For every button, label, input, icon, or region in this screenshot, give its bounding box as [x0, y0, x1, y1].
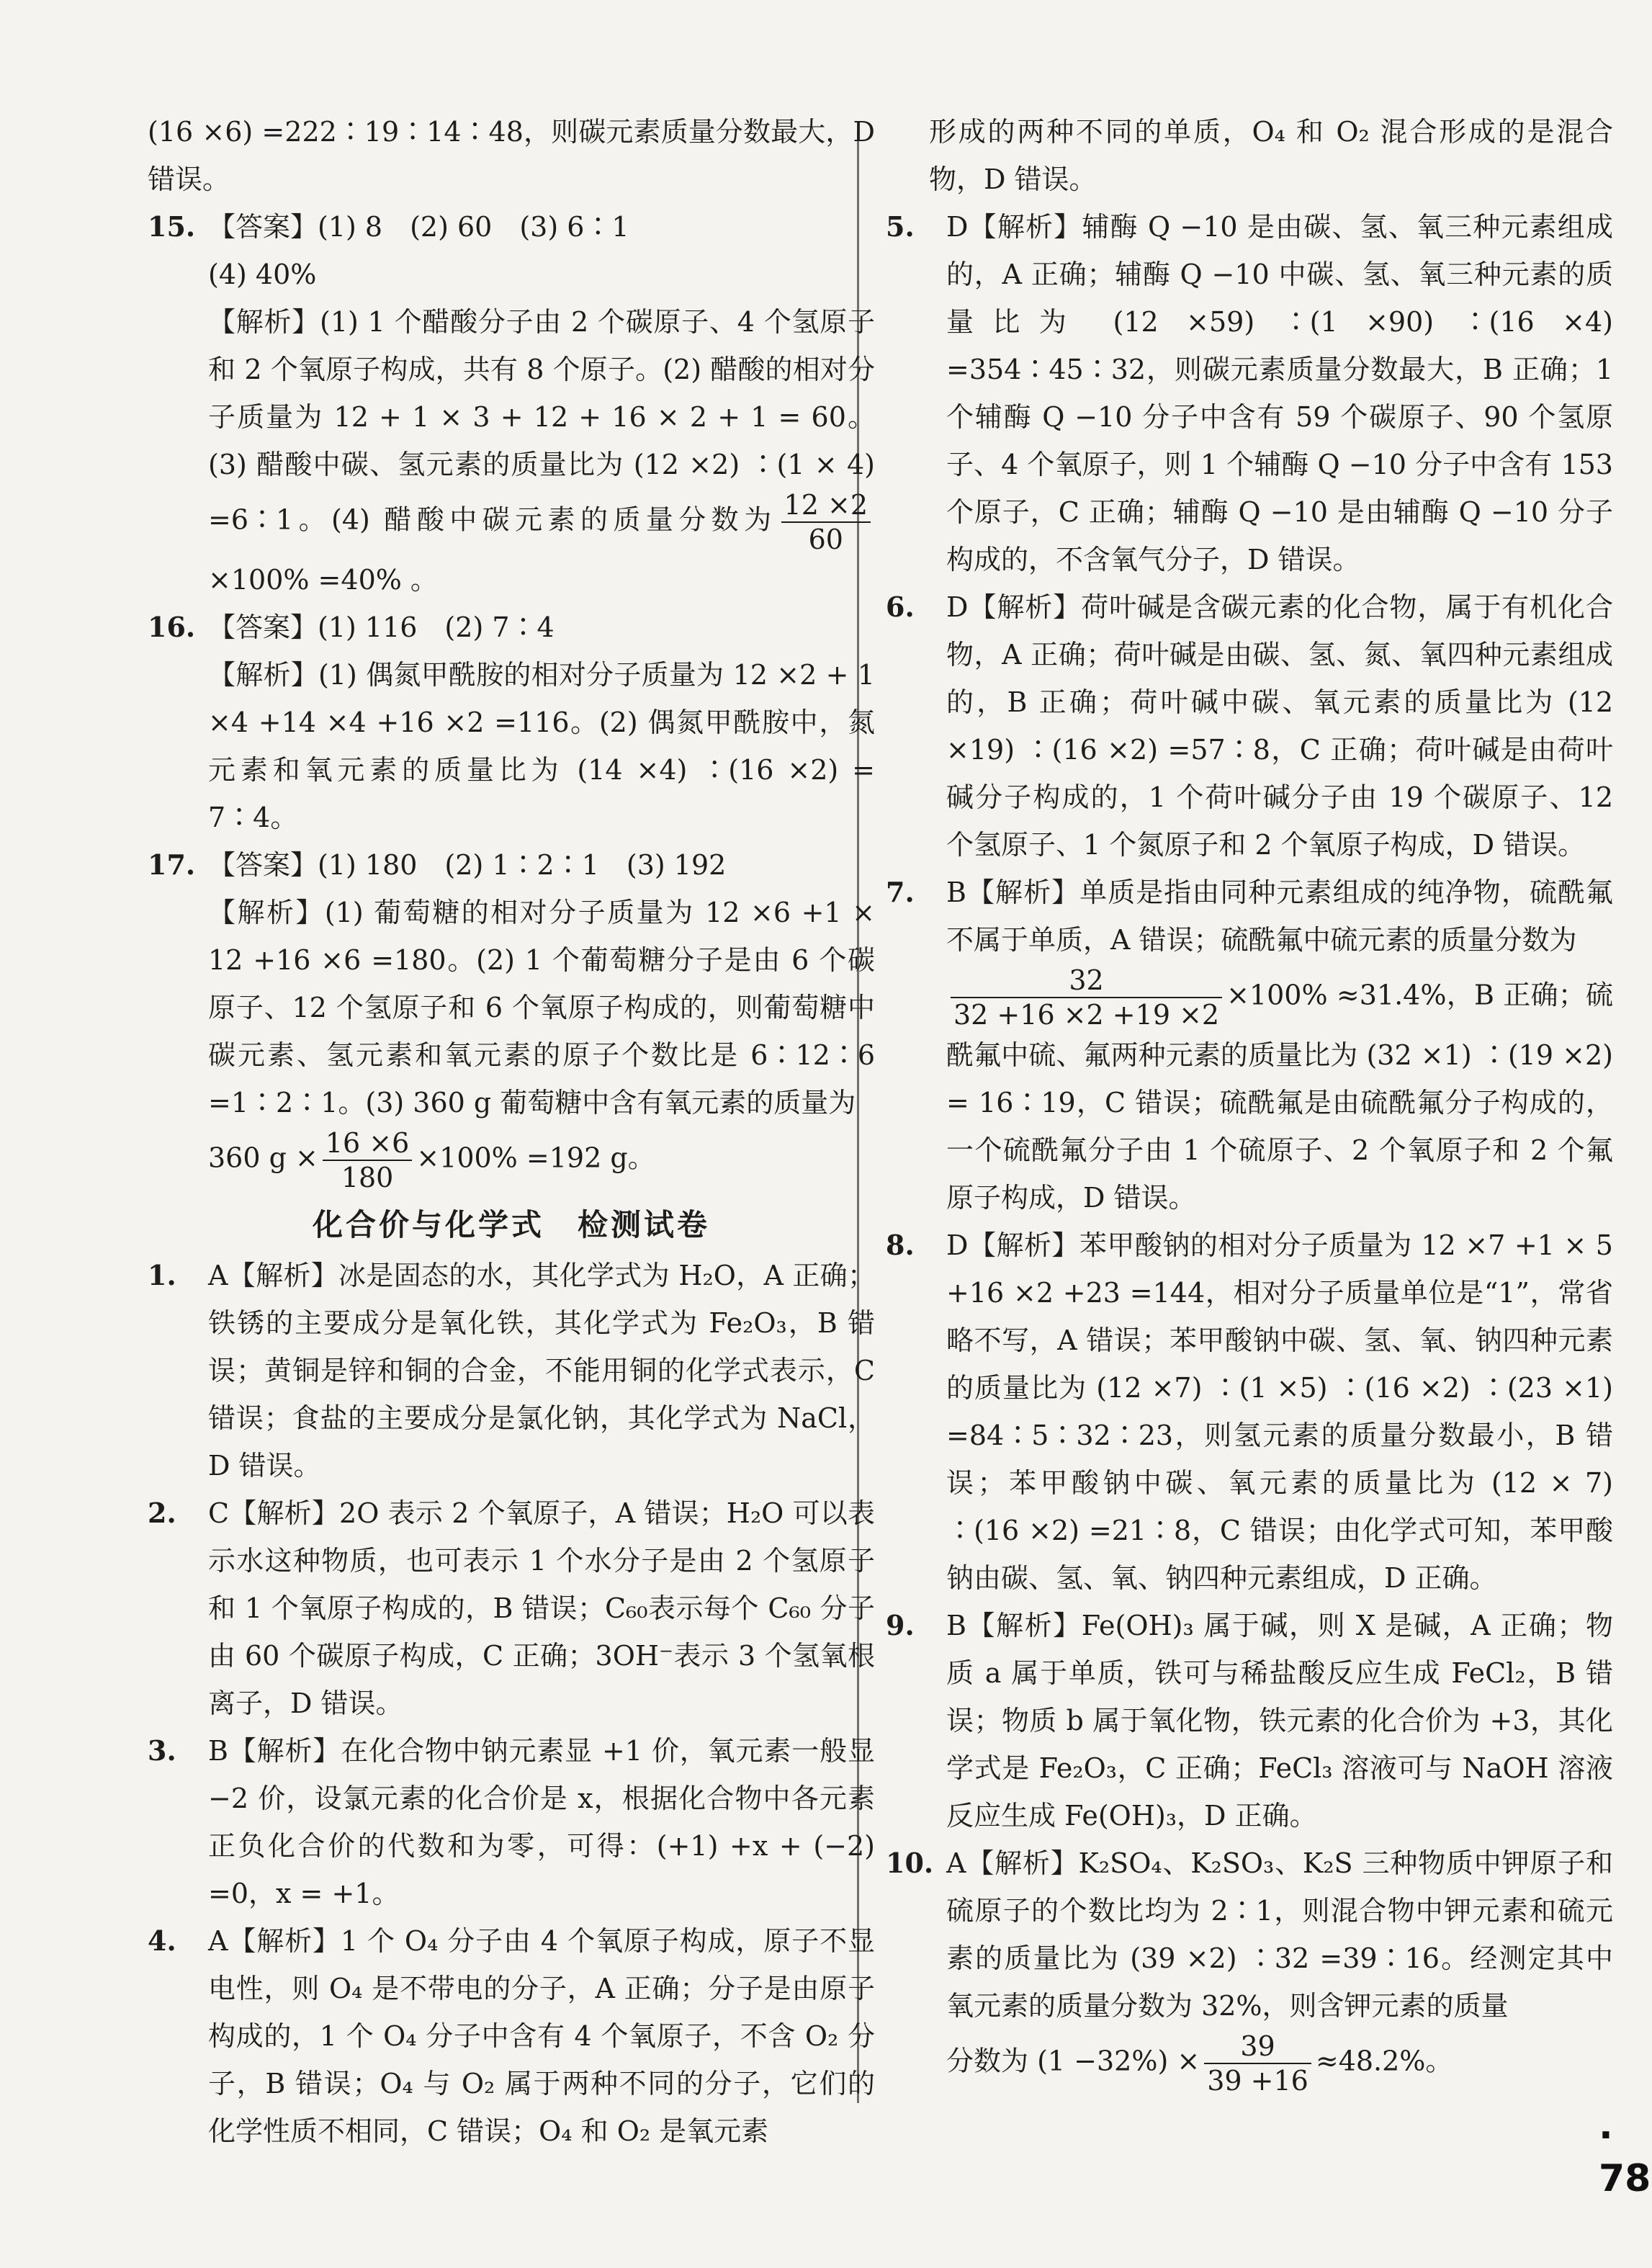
analysis: A【解析】1 个 O₄ 分子由 4 个氧原子构成，原子不显电性，则 O₄ 是不带电的分子，A 正确；分子是由原子构成的，1 个 O₄ 分子中含有 4 个氧原子，不含 O₂ 分子，B 错误；O₄ 与 O₂ 属于两种不同的分子，它们的化学性质不相同，C 错误；O₄ 和 O₂ 是氧元素 [208, 1925, 875, 2147]
question-2 [148, 1489, 875, 1727]
question-number: 17. [148, 848, 196, 881]
calc-pre: 360 g × [208, 1142, 318, 1174]
question-5 [886, 203, 1613, 583]
fraction [1204, 2030, 1311, 2097]
question-number: 3. [148, 1734, 176, 1767]
fraction [323, 1126, 412, 1194]
numerator: 12 ×2 [781, 488, 871, 523]
analysis: B【解析】在化合物中钠元素显 +1 价，氧元素一般显 −2 价，设氯元素的化合价是 x，根据化合物中各元素正负化合价的代数和为零，可得：(+1) +x + (−2) =0，x = +1。 [208, 1735, 875, 1909]
answer-line: 【答案】(1) 8 (2) 60 (3) 6∶1 [208, 211, 629, 243]
question-6 [886, 583, 1613, 869]
analysis: D【解析】荷叶碱是含碳元素的化合物，属于有机化合物，A 正确；荷叶碱是由碳、氢、氮、氧四种元素组成的，B 正确；荷叶碱中碳、氧元素的质量比为 (12 ×19) ∶(16 ×2) =57∶8，C 正确；荷叶碱是由荷叶碱分子构成的，1 个荷叶碱分子由 19 个碳原子、12 个氢原子、1 个氮原子和 2 个氧原子构成，D 错误。 [946, 591, 1613, 861]
analysis: 【解析】(1) 葡萄糖的相对分子质量为 12 ×6 +1 × 12 +16 ×6 =180。(2) 1 个葡萄糖分子是由 6 个碳原子、12 个氢原子和 6 个氧原子构成的，则葡萄糖中碳元素、氢元素和氧元素的原子个数比是 6∶12∶6 =1∶2∶1。(3) 360 g 葡萄糖中含有氧元素的质量为 [208, 897, 875, 1119]
question-7 [886, 869, 1613, 1222]
question-number: 1. [148, 1259, 176, 1291]
calc-post: ×100% =192 g。 [416, 1142, 655, 1174]
intro-text: (16 ×6) =222∶19∶14∶48，则碳元素质量分数最大，D 错误。 [148, 116, 875, 195]
fraction [951, 964, 1222, 1031]
question-15 [148, 203, 875, 604]
answer-line: 【答案】(1) 180 (2) 1∶2∶1 (3) 192 [208, 849, 727, 881]
question-3 [148, 1727, 875, 1917]
analysis-end: ×100% =40% 。 [208, 564, 438, 596]
analysis-end: ×100% ≈31.4%，B 正确；硫酰氟中硫、氟两种元素的质量比为 (32 ×1) ∶(19 ×2) = 16∶19，C 错误；硫酰氟是由硫酰氟分子构成的，一个硫酰氟分子由 1 个硫原子、2 个氧原子和 2 个氟原子构成，D 错误。 [946, 979, 1613, 1214]
denominator: 60 [808, 524, 843, 555]
question-number: 9. [886, 1609, 915, 1641]
fraction [781, 488, 871, 556]
question-number: 16. [148, 611, 196, 643]
analysis: D【解析】辅酶 Q −10 是由碳、氢、氧三种元素组成的，A 正确；辅酶 Q −10 中碳、氢、氧三种元素的质量比为 (12 ×59) ∶(1 ×90) ∶(16 ×4) =354∶45∶32，则碳元素质量分数最大，B 正确；1 个辅酶 Q −10 分子中含有 59 个碳原子、90 个氢原子、4 个氧原子，则 1 个辅酶 Q −10 分子中含有 153 个原子，C 正确；辅酶 Q −10 是由辅酶 Q −10 分子构成的，不含氧气分子，D 错误。 [946, 211, 1613, 575]
numerator: 39 [1204, 2030, 1311, 2064]
question-17 [148, 841, 875, 1194]
right-column [886, 108, 1613, 2097]
question-1 [148, 1252, 875, 1489]
question-8 [886, 1222, 1613, 1602]
numerator: 32 [951, 964, 1222, 998]
answer-line: (4) 40% [208, 259, 317, 290]
analysis: A【解析】K₂SO₄、K₂SO₃、K₂S 三种物质中钾原子和硫原子的个数比均为 2∶1，则混合物中钾元素和硫元素的质量比为 (39 ×2) ∶32 =39∶16。经测定其中氧元素的质量分数为 32%，则含钾元素的质量 [946, 1847, 1613, 2022]
numerator: 16 ×6 [323, 1126, 412, 1161]
question-number: 7. [886, 876, 915, 908]
analysis [946, 869, 1613, 1222]
calculation [208, 1126, 875, 1194]
continued-text: 形成的两种不同的单质，O₄ 和 O₂ 混合形成的是混合物，D 错误。 [929, 116, 1613, 195]
question-10 [886, 1839, 1613, 2097]
calc-post: ≈48.2%。 [1315, 2045, 1453, 2077]
question-16 [148, 604, 875, 841]
analysis-text: 【解析】(1) 1 个醋酸分子由 2 个碳原子、4 个氢原子和 2 个氧原子构成，共有 8 个原子。(2) 醋酸的相对分子质量为 12 + 1 × 3 + 12 + 16 × 2 + 1 = 60。(3) 醋酸中碳、氢元素的质量比为 (12 ×2) ∶(1 × 4) =6∶1。(4) 醋酸中碳元素的质量分数为 [208, 306, 875, 536]
denominator: 180 [341, 1162, 394, 1193]
denominator: 32 +16 ×2 +19 ×2 [953, 999, 1220, 1031]
question-number: 5. [886, 210, 915, 243]
question-number: 8. [886, 1229, 915, 1261]
answer-line: 【答案】(1) 116 (2) 7∶4 [208, 611, 555, 643]
question-number: 4. [148, 1924, 176, 1957]
analysis-text: B【解析】单质是指由同种元素组成的纯净物，硫酰氟不属于单质，A 错误；硫酰氟中硫元素的质量分数为 [946, 877, 1613, 956]
question-number: 6. [886, 591, 915, 623]
left-column [148, 108, 875, 2155]
analysis: B【解析】Fe(OH)₃ 属于碱，则 X 是碱，A 正确；物质 a 属于单质，铁可与稀盐酸反应生成 FeCl₂，B 错误；物质 b 属于氧化物，铁元素的化合价为 +3，其化学式是 Fe₂O₃，C 正确；FeCl₃ 溶液可与 NaOH 溶液反应生成 Fe(OH)₃，D 正确。 [946, 1610, 1613, 1832]
denominator: 39 +16 [1207, 2065, 1308, 2097]
analysis: 【解析】(1) 偶氮甲酰胺的相对分子质量为 12 ×2 + 1 ×4 +14 ×4 +16 ×2 =116。(2) 偶氮甲酰胺中，氮元素和氧元素的质量比为 (14 ×4) ∶(16 ×2) = 7∶4。 [208, 659, 875, 833]
section-title: 化合价与化学式 检测试卷 [312, 1207, 710, 1242]
question-number: 15. [148, 210, 196, 243]
question-9 [886, 1602, 1613, 1839]
analysis [208, 298, 875, 604]
page-number: · 78 [1599, 2114, 1651, 2200]
question-number: 2. [148, 1497, 176, 1529]
question-number: 10. [886, 1847, 934, 1879]
analysis: A【解析】冰是固态的水，其化学式为 H₂O，A 正确；铁锈的主要成分是氧化铁，其化学式为 Fe₂O₃，B 错误；黄铜是锌和铜的合金，不能用铜的化学式表示，C 错误；食盐的主要成分是氯化钠，其化学式为 NaCl，D 错误。 [208, 1260, 875, 1482]
calc-pre: 分数为 (1 −32%) × [946, 2045, 1200, 2077]
calculation [946, 2030, 1613, 2097]
question-4 [148, 1917, 875, 2155]
analysis: D【解析】苯甲酸钠的相对分子质量为 12 ×7 +1 × 5 +16 ×2 +23 =144，相对分子质量单位是“1”，常省略不写，A 错误；苯甲酸钠中碳、氢、氧、钠四种元素的质量比为 (12 ×7) ∶(1 ×5) ∶(16 ×2) ∶(23 ×1) =84∶5∶32∶23，则氢元素的质量分数最小，B 错误；苯甲酸钠中碳、氧元素的质量比为 (12 × 7) ∶(16 ×2) =21∶8，C 错误；由化学式可知，苯甲酸钠由碳、氢、氧、钠四种元素组成，D 正确。 [946, 1229, 1613, 1594]
analysis: C【解析】2O 表示 2 个氧原子，A 错误；H₂O 可以表示水这种物质，也可表示 1 个水分子是由 2 个氢原子和 1 个氧原子构成的，B 错误；C₆₀表示每个 C₆₀ 分子由 60 个碳原子构成，C 正确；3OH⁻表示 3 个氢氧根离子，D 错误。 [208, 1497, 875, 1719]
